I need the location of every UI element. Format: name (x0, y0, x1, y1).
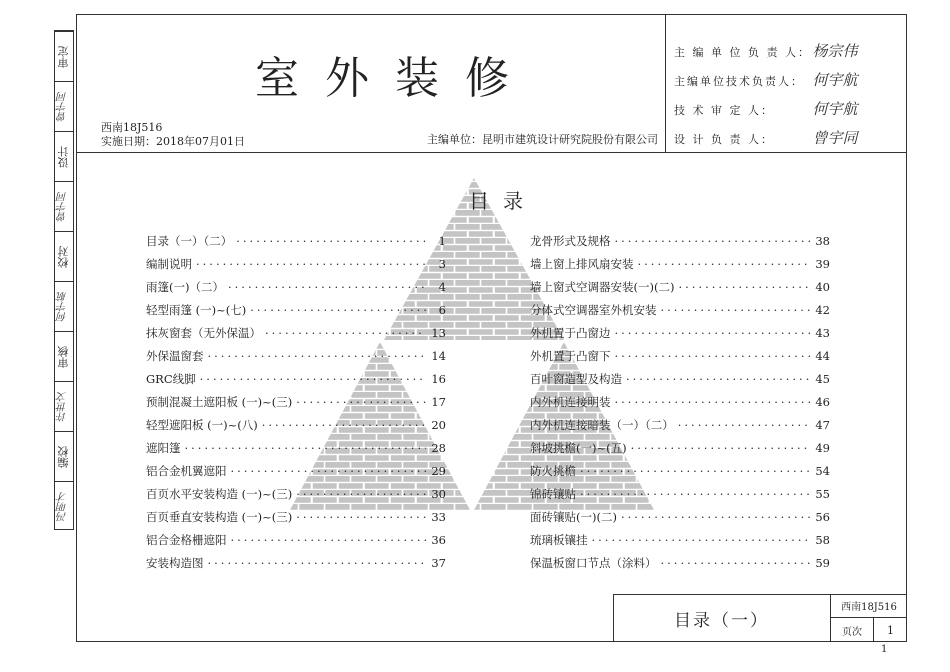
toc-entry[interactable] (146, 278, 446, 296)
atlas-code: 西南18J516 (101, 121, 163, 134)
toc-entry-title: 外保温窗套 (146, 349, 204, 363)
toc-entry[interactable] (530, 462, 830, 480)
toc-leader-dots (580, 464, 810, 478)
signature-strip-label: 审定 (55, 31, 73, 82)
toc-entry[interactable] (146, 393, 446, 411)
toc-leader-dots (296, 487, 426, 501)
toc-entry-title: 百页水平安装构造 (一)~(三) (146, 487, 293, 501)
toc-entry[interactable] (530, 554, 830, 572)
toc-entry[interactable] (530, 508, 830, 526)
toc-leader-dots (231, 464, 427, 478)
toc-leader-dots (231, 533, 427, 547)
toc-entry-title: 目录（一）（二） (146, 234, 233, 248)
toc-entry[interactable] (530, 278, 830, 296)
toc-title: 目录 (469, 189, 537, 213)
toc-entry[interactable] (146, 416, 446, 434)
toc-entry-page: 14 (431, 349, 446, 363)
toc-entry-title: 锦砖镶贴 (530, 487, 576, 501)
toc-entry-title: 安装构造图 (146, 556, 204, 570)
toc-entry-page: 47 (815, 418, 830, 432)
sheet-number: 1 (881, 644, 888, 655)
toc-entry-page: 43 (815, 326, 830, 340)
responsible-role: 设 计 负 责 人： (674, 133, 774, 146)
signature-strip-label: 编校 (55, 431, 73, 482)
signature-strip-label: 校对 (55, 231, 73, 282)
toc-entry-title: 编制说明 (146, 257, 192, 271)
toc-leader-dots (250, 303, 426, 317)
responsible-row (674, 98, 858, 119)
signature-strip-label: 审核 (55, 331, 73, 382)
toc-entry-page: 40 (815, 280, 830, 294)
toc-entry-page: 46 (815, 395, 830, 409)
toc-entry-page: 16 (431, 372, 446, 386)
toc-entry-title: 遮阳篷 (146, 441, 181, 455)
toc-leader-dots (615, 234, 811, 248)
toc-entry[interactable] (146, 347, 446, 365)
responsible-signature: 何宇航 (812, 71, 858, 89)
toc-entry-title: 铝合金机翼遮阳 (146, 464, 227, 478)
toc-entry-title: 抹灰窗套（无外保温） (146, 326, 261, 340)
signature-strip-label: 设计 (55, 131, 73, 182)
toc-entry-page: 44 (815, 349, 830, 363)
toc-entry[interactable] (530, 370, 830, 388)
toc-entry-page: 30 (431, 487, 446, 501)
toc-leader-dots (678, 280, 810, 294)
toc-entry-page: 28 (431, 441, 446, 455)
toc-leader-dots (228, 280, 426, 294)
toc-leader-dots (236, 234, 426, 248)
signature-strip-signature: 曾宇同 (55, 81, 73, 132)
responsible-row (674, 69, 858, 90)
toc-entry-page: 4 (438, 280, 446, 294)
toc-entry-title: 斜坡挑檐(一)~(五) (530, 441, 627, 455)
toc-entry-page: 55 (815, 487, 830, 501)
toc-leader-dots (661, 303, 811, 317)
toc-leader-dots (296, 395, 426, 409)
page-label: 页次 (830, 618, 873, 642)
toc-entry-page: 6 (438, 303, 446, 317)
toc-entry[interactable] (146, 462, 446, 480)
toc-entry-page: 20 (431, 418, 446, 432)
toc-entry[interactable] (530, 393, 830, 411)
sheet-title: 目录（一） (674, 610, 769, 631)
toc-entry-title: 龙骨形式及规格 (530, 234, 611, 248)
toc-entry-page: 38 (815, 234, 830, 248)
toc-entry-page: 54 (815, 464, 830, 478)
toc-leader-dots (626, 372, 810, 386)
responsible-role: 主 编 单 位 负 责 人： (674, 46, 811, 59)
toc-entry-page: 59 (815, 556, 830, 570)
toc-leader-dots (621, 510, 810, 524)
toc-entry[interactable] (146, 301, 446, 319)
toc-entry-page: 42 (815, 303, 830, 317)
toc-leader-dots (265, 326, 426, 340)
toc-entry[interactable] (146, 554, 446, 572)
toc-leader-dots (208, 349, 427, 363)
toc-entry-title: 轻型遮阳板 (一)~(八) (146, 418, 258, 432)
toc-entry-page: 1 (438, 234, 446, 248)
document-title: 室外装修 (255, 53, 535, 104)
toc-entry-title: 预制混凝土遮阳板 (一)~(三) (146, 395, 293, 409)
toc-leader-dots (262, 418, 426, 432)
responsible-row (674, 127, 858, 148)
signature-strip (54, 30, 74, 530)
toc-entry[interactable] (146, 370, 446, 388)
toc-leader-dots (580, 487, 810, 501)
toc-entry-title: 面砖镶贴(一)(二) (530, 510, 617, 524)
signature-strip-signature: 许世文 (55, 381, 73, 432)
toc-entry-page: 29 (431, 464, 446, 478)
toc-entry-title: 外机置于凸窗边 (530, 326, 611, 340)
toc-entry-title: 铝合金格栅遮阳 (146, 533, 227, 547)
toc-leader-dots (592, 533, 811, 547)
toc-leader-dots (196, 257, 426, 271)
toc-entry-page: 3 (438, 257, 446, 271)
toc-entry-page: 37 (431, 556, 446, 570)
responsible-signature: 曾宇同 (812, 129, 858, 147)
editor-organization: 主编单位：昆明市建筑设计研究院股份有限公司 (427, 133, 658, 146)
toc-entry[interactable] (146, 439, 446, 457)
toc-entry-title: 防火挑檐 (530, 464, 576, 478)
toc-entry[interactable] (530, 347, 830, 365)
sheet-atlas-code: 西南18J516 (830, 594, 907, 618)
toc-entry[interactable] (530, 255, 830, 273)
toc-entry-title: 分体式空调器室外机安装 (530, 303, 657, 317)
toc-leader-dots (208, 556, 427, 570)
toc-entry-page: 45 (815, 372, 830, 386)
toc-entry[interactable] (530, 232, 830, 250)
toc-entry[interactable] (146, 232, 446, 250)
toc-leader-dots (615, 395, 811, 409)
toc-entry-page: 58 (815, 533, 830, 547)
toc-entry-page: 36 (431, 533, 446, 547)
toc-entry-title: 百叶窗造型及构造 (530, 372, 622, 386)
toc-leader-dots (678, 418, 810, 432)
toc-entry-title: 墙上窗上排风扇安装 (530, 257, 634, 271)
toc-entry-page: 39 (815, 257, 830, 271)
responsible-row (674, 40, 858, 61)
responsible-signature: 杨宗伟 (812, 42, 858, 60)
toc-entry[interactable] (530, 324, 830, 342)
toc-entry[interactable] (146, 255, 446, 273)
effective-date: 实施日期：2018年07月01日 (101, 135, 245, 148)
toc-leader-dots (296, 510, 426, 524)
page-number: 1 (873, 618, 907, 642)
toc-leader-dots (631, 441, 810, 455)
toc-leader-dots (638, 257, 811, 271)
toc-entry[interactable] (530, 531, 830, 549)
toc-entry-page: 56 (815, 510, 830, 524)
toc-entry-title: 外机置于凸窗下 (530, 349, 611, 363)
signature-strip-signature: 曾宇同 (55, 181, 73, 232)
toc-entry-title: GRC线脚 (146, 372, 196, 386)
toc-entry[interactable] (146, 508, 446, 526)
toc-entry-page: 13 (431, 326, 446, 340)
toc-entry-page: 17 (431, 395, 446, 409)
toc-entry-title: 保温板窗口节点（涂料） (530, 556, 657, 570)
toc-entry[interactable] (530, 485, 830, 503)
toc-entry-title: 轻型雨篷 (一)~(七) (146, 303, 247, 317)
toc-leader-dots (661, 556, 811, 570)
toc-entry[interactable] (530, 301, 830, 319)
responsible-role: 主编单位技术负责人： (674, 75, 804, 88)
toc-entry[interactable] (530, 439, 830, 457)
toc-entry-title: 内外机连接明装 (530, 395, 611, 409)
toc-leader-dots (185, 441, 427, 455)
toc-entry-title: 雨篷(一)（二） (146, 280, 224, 294)
toc-entry-page: 49 (815, 441, 830, 455)
responsible-signature: 何宇航 (812, 100, 858, 118)
toc-leader-dots (200, 372, 426, 386)
toc-entry-title: 琉璃板镶挂 (530, 533, 588, 547)
toc-entry-page: 33 (431, 510, 446, 524)
responsible-role: 技 术 审 定 人： (674, 104, 774, 117)
toc-leader-dots (615, 349, 811, 363)
toc-entry-title: 墙上窗式空调器安装(一)(二) (530, 280, 675, 294)
toc-entry-title: 百页垂直安装构造 (一)~(三) (146, 510, 293, 524)
signature-strip-signature: 何宇航 (55, 281, 73, 332)
toc-entry-title: 内外机连接暗装（一）（二） (530, 418, 674, 432)
toc-entry[interactable] (530, 416, 830, 434)
signature-strip-signature: 冯明才 (55, 481, 73, 532)
toc-entry[interactable] (146, 531, 446, 549)
toc-leader-dots (615, 326, 811, 340)
toc-entry[interactable] (146, 324, 446, 342)
toc-entry[interactable] (146, 485, 446, 503)
